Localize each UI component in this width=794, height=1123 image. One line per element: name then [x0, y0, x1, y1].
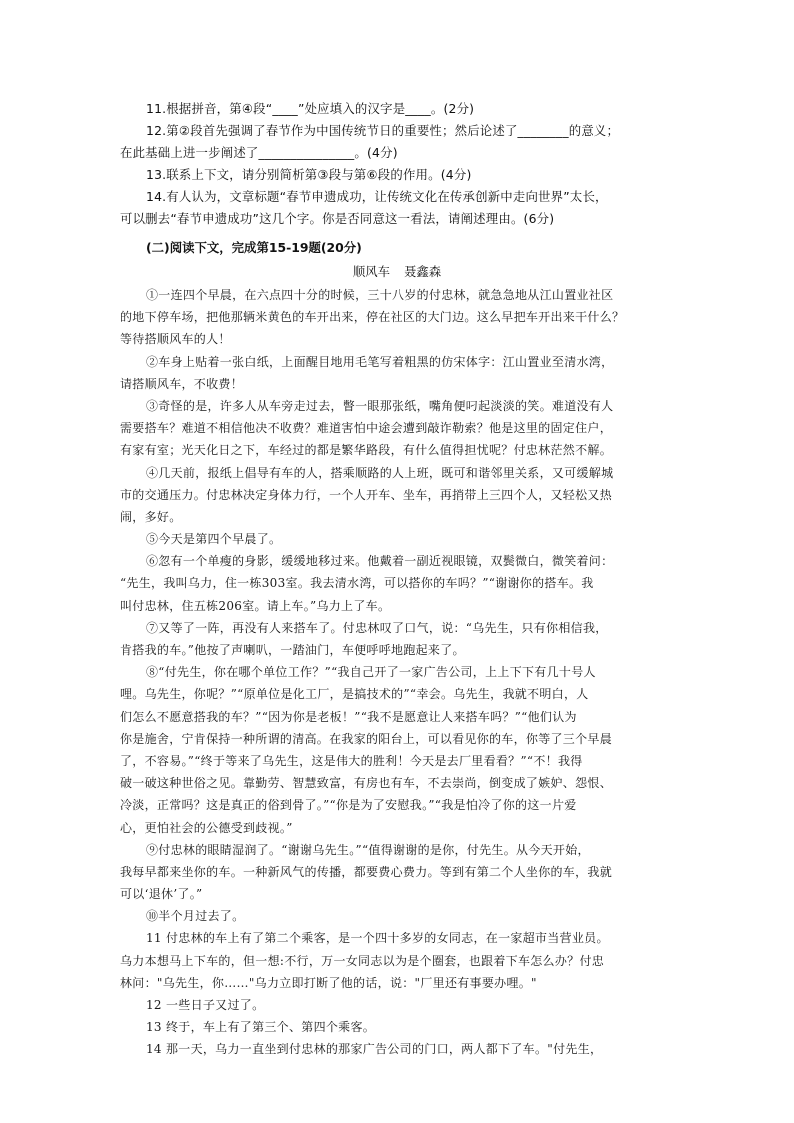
story-title: 顺风车	[352, 264, 390, 279]
story-line: ④几天前，报纸上倡导有车的人，搭乘顺路的人上班，既可和谐邻里关系，又可缓解城	[146, 465, 614, 480]
story-author: 聂鑫森	[404, 264, 442, 279]
story-line: 请搭顺风车，不收费！	[120, 376, 244, 391]
story-line: 乌力本想马上下车的，但一想:不行，万一女同志以为是个圈套，也跟着下车怎么办？付忠	[120, 953, 605, 968]
story-line: 14 那一天，乌力一直坐到付忠林的那家广告公司的门口，两人都下了车。"付先生，	[146, 1042, 603, 1057]
question-14: 14.有人认为，文章标题“春节申遗成功，让传统文化在传承创新中走向世界”太长，	[146, 189, 608, 204]
story-line: 有家有室；光天化日之下，车经过的都是繁华路段，有什么值得担忧呢？付忠林茫然不解。	[120, 443, 613, 458]
question-list	[120, 98, 680, 230]
story-line: 哩。乌先生，你呢？”“原单位是化工厂，是搞技术的”“幸会。乌先生，我就不明白，人	[120, 687, 589, 702]
story-line: 11 付忠林的车上有了第二个乘客，是一个四十多岁的女同志，在一家超市当营业员。	[146, 931, 609, 946]
story-line: 的地下停车场，把他那辆米黄色的车开出来，停在社区的大门边。这么早把车开出来干什么？	[120, 310, 625, 325]
story-line: 心，更怕社会的公德受到歧视。”	[120, 820, 293, 835]
question-14-continued: 可以删去“春节申遗成功”这几个字。你是否同意这一看法，请阐述理由。(6分)	[120, 211, 555, 226]
story-line: ⑩半个月过去了。	[146, 909, 245, 924]
story-line: 肯搭我的车。”他按了声喇叭，一踏油门，车便呼呼地跑起来了。	[120, 643, 465, 657]
story-line: 破一破这种世俗之见。靠勤劳、智慧致富，有房也有车，不去崇尚，倒变成了嫉妒、怨恨、	[120, 776, 613, 791]
story-line: 市的交通压力。付忠林决定身体力行，一个人开车、坐车，再捎带上三四个人，又轻松又热	[120, 487, 613, 502]
story-line: ①一连四个早晨，在六点四十分的时候，三十八岁的付忠林，就急急地从江山置业社区	[146, 288, 614, 302]
story-line: 我每早都来坐你的车。一种新风气的传播，都要费心费力。等到有第二个人坐你的车，我就	[120, 864, 613, 879]
story-line: 12 一些日子又过了。	[146, 998, 265, 1012]
story-line: 可以‘退休’了。”	[120, 887, 203, 902]
section-heading: (二)阅读下文，完成第15-19题(20分)	[146, 240, 362, 255]
story-line: 了，不容易。”“终于等来了乌先生，这是伟大的胜利！今天是去厂里看看？”“不！我得	[120, 753, 583, 768]
story-line: ②车身上贴着一张白纸，上面醒目地用毛笔写着粗黑的仿宋体字：江山置业至清水湾，	[146, 354, 614, 369]
story-line: 叫付忠林，住五栋206室。请上车。”乌力上了车。	[120, 598, 391, 613]
story-line: ③奇怪的是，许多人从车旁走过去，瞥一眼那张纸，嘴角便叼起淡淡的笑。难道没有人	[146, 398, 614, 413]
story-line: 等待搭顺风车的人！	[120, 332, 231, 347]
story-line: ⑦又等了一阵，再没有人来搭车了。付忠林叹了口气，说：“乌先生，只有你相信我，	[146, 620, 608, 635]
story-line: ⑥忽有一个单瘦的身影，缓缓地移过来。他戴着一副近视眼镜，双鬓微白，微笑着问：	[146, 554, 614, 569]
story-line: 冷淡，正常吗？这是真正的俗到骨了。”“你是为了安慰我。”“我是怕冷了你的这一片爱	[120, 798, 577, 813]
story-line: ⑨付忠林的眼睛湿润了。“谢谢乌先生。”“值得谢谢的是你，付先生。从今天开始，	[146, 842, 590, 857]
story-line: 13 终于，车上有了第三个、第四个乘客。	[146, 1020, 376, 1035]
story-line: “先生，我叫乌力，住一栋303室。我去清水湾，可以搭你的车吗？”“谢谢你的搭车。我	[120, 576, 594, 591]
question-12-continued: 在此基础上进一步阐述了_______________。(4分)	[120, 145, 398, 160]
story-line: 你是施舍，宁肯保持一种所谓的清高。在我家的阳台上，可以看见你的车，你等了三个早晨	[120, 731, 613, 746]
story-text	[120, 284, 680, 1061]
story-line: 需要搭车？难道不相信他决不收费？难道害怕中途会遭到敲诈勒索？他是这里的固定住户，	[120, 421, 613, 436]
story-line: 们怎么不愿意搭我的车？”“因为你是老板！”“我不是愿意让人来搭车吗？”“他们认为	[120, 709, 577, 724]
question-12: 12.第②段首先强调了春节作为中国传统节日的重要性；然后论述了________的意义；	[146, 123, 620, 138]
story-title-line	[0, 262, 794, 282]
story-line: 闹，多好。	[120, 509, 182, 524]
question-11: 11.根据拼音，第④段“____”处应填入的汉字是____。(2分)	[146, 101, 475, 116]
story-line: ⑤今天是第四个早晨了。	[146, 532, 282, 547]
story-line: 林问："乌先生，你……"乌力立即打断了他的话，说："厂里还有事要办哩。"	[120, 975, 537, 990]
question-13: 13.联系上下文，请分别简析第③段与第⑥段的作用。(4分)	[146, 167, 472, 182]
story-line: ⑧“付先生，你在哪个单位工作？”“我自己开了一家广告公司，上上下下有几十号人	[146, 665, 596, 680]
